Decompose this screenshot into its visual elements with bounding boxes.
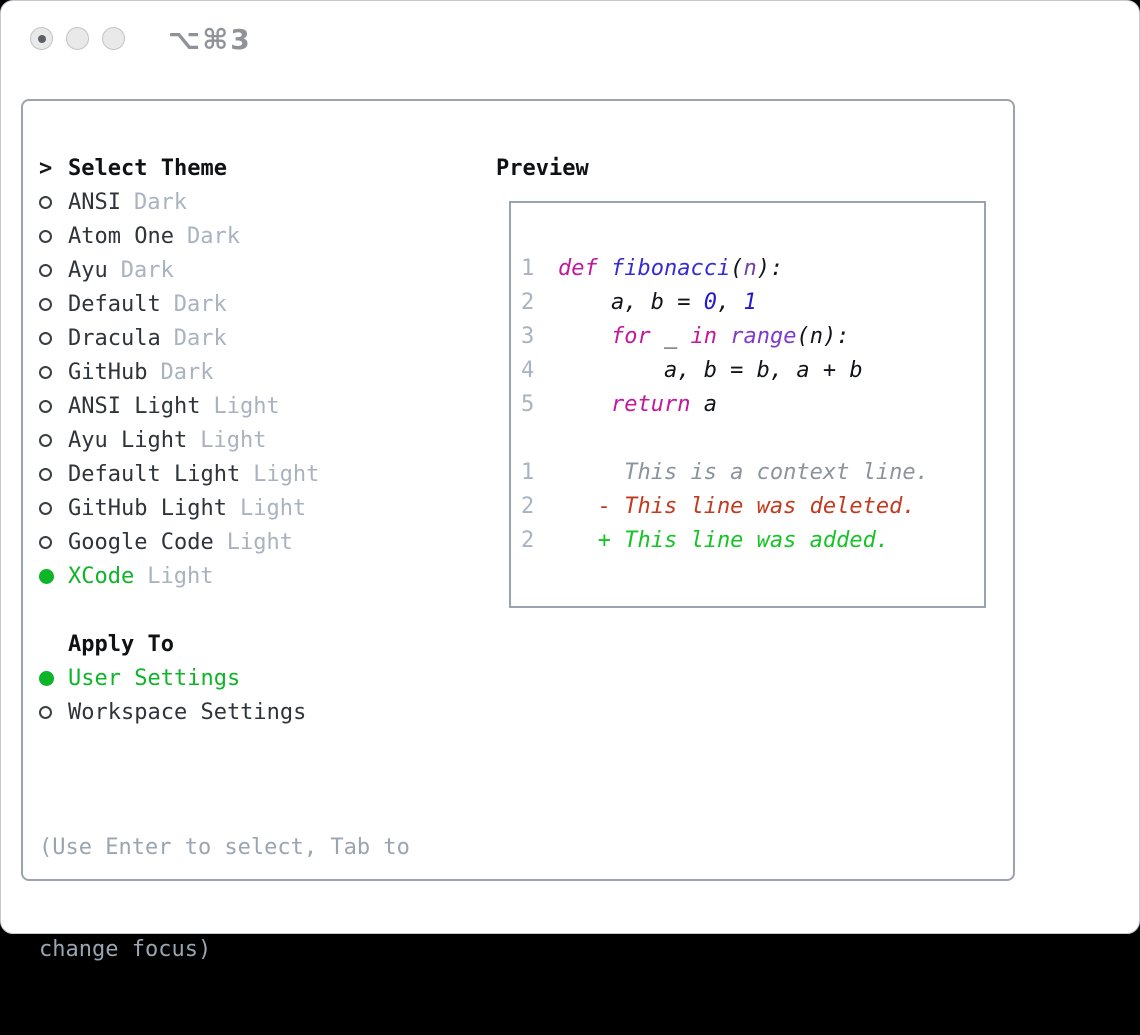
code-tokens: This is a context line. bbox=[558, 459, 929, 485]
preview-box bbox=[509, 201, 986, 608]
theme-item-label: Dracula bbox=[68, 325, 161, 351]
window-control-minimize-button[interactable] bbox=[66, 27, 89, 50]
code-tokens: a, b = 0, 1 bbox=[558, 289, 757, 315]
code-tokens: return a bbox=[610, 391, 717, 417]
radio-icon bbox=[39, 196, 52, 209]
radio-cell bbox=[39, 332, 68, 345]
theme-item-github-light[interactable] bbox=[39, 491, 479, 525]
radio-icon bbox=[39, 502, 52, 515]
code-line bbox=[521, 251, 984, 285]
theme-variant-label: Light bbox=[200, 427, 267, 453]
window-control-zoom-button[interactable] bbox=[102, 27, 125, 50]
theme-list-header bbox=[39, 151, 479, 185]
code-line bbox=[521, 421, 984, 455]
theme-selector bbox=[39, 151, 479, 1035]
radio-icon bbox=[39, 400, 52, 413]
code-line bbox=[521, 387, 984, 421]
radio-cell bbox=[39, 569, 68, 584]
code-preview bbox=[521, 251, 984, 557]
radio-cell bbox=[39, 366, 68, 379]
code-line bbox=[521, 455, 984, 489]
radio-cell bbox=[39, 536, 68, 549]
theme-variant-label: Dark bbox=[133, 189, 187, 215]
line-number: 1 bbox=[521, 459, 535, 485]
window-control-close-button[interactable] bbox=[30, 27, 53, 50]
theme-list bbox=[39, 151, 479, 593]
theme-item-label: ANSI Light bbox=[68, 393, 201, 419]
code-line bbox=[521, 353, 984, 387]
code-line bbox=[521, 319, 984, 353]
line-number: 3 bbox=[521, 323, 535, 349]
radio-cell bbox=[39, 706, 68, 719]
theme-item-label: ANSI bbox=[68, 189, 121, 215]
theme-item-google-code[interactable] bbox=[39, 525, 479, 559]
code-tokens: + This line was added. bbox=[558, 527, 890, 553]
theme-item-ansi-light[interactable] bbox=[39, 389, 479, 423]
preview-title: Preview bbox=[496, 155, 589, 181]
theme-item-github[interactable] bbox=[39, 355, 479, 389]
theme-variant-label: Dark bbox=[186, 223, 240, 249]
code-line bbox=[521, 489, 984, 523]
theme-variant-label: Light bbox=[239, 495, 307, 521]
radio-icon bbox=[39, 706, 52, 719]
code-tokens: def fibonacci(n): bbox=[558, 255, 784, 281]
theme-item-atom-one[interactable] bbox=[39, 219, 479, 253]
theme-variant-label: Dark bbox=[160, 359, 214, 385]
radio-cell bbox=[39, 671, 68, 686]
radio-cell bbox=[39, 230, 68, 243]
radio-selected-icon bbox=[39, 671, 54, 686]
theme-item-ayu[interactable] bbox=[39, 253, 479, 287]
apply-to-list bbox=[39, 661, 479, 729]
radio-cell bbox=[39, 468, 68, 481]
theme-item-ayu-light[interactable] bbox=[39, 423, 479, 457]
line-number: 4 bbox=[521, 357, 535, 383]
line-number: 2 bbox=[521, 493, 535, 519]
apply-to-header: Apply To bbox=[68, 631, 174, 657]
window-shortcut-label: ⌥⌘3 bbox=[168, 23, 252, 56]
help-line: change focus) bbox=[39, 937, 212, 962]
radio-icon bbox=[39, 332, 52, 345]
theme-item-default[interactable] bbox=[39, 287, 479, 321]
window-controls bbox=[30, 27, 138, 50]
code-tokens: - This line was deleted. bbox=[558, 493, 916, 519]
radio-icon bbox=[39, 230, 52, 243]
theme-item-label: Ayu bbox=[68, 257, 108, 283]
apply-option-workspace-settings[interactable] bbox=[39, 695, 479, 729]
apply-option-user-settings[interactable] bbox=[39, 661, 479, 695]
theme-item-dracula[interactable] bbox=[39, 321, 479, 355]
radio-cell bbox=[39, 298, 68, 311]
radio-cell bbox=[39, 196, 68, 209]
select-theme-title: Select Theme bbox=[68, 155, 227, 181]
theme-variant-label: Light bbox=[147, 563, 214, 589]
radio-icon bbox=[39, 434, 52, 447]
code-tokens: for _ in range(n): bbox=[610, 323, 850, 349]
radio-icon bbox=[39, 264, 52, 277]
theme-variant-label: Light bbox=[253, 461, 320, 487]
theme-item-xcode[interactable] bbox=[39, 559, 479, 593]
apply-option-label: User Settings bbox=[68, 665, 241, 691]
code-tokens: a, b = b, a + b bbox=[558, 357, 863, 383]
line-number: 2 bbox=[521, 527, 535, 553]
spacer bbox=[39, 593, 479, 627]
code-line bbox=[521, 523, 984, 557]
theme-item-label: XCode bbox=[68, 563, 135, 589]
radio-icon bbox=[39, 468, 52, 481]
theme-variant-label: Dark bbox=[173, 291, 227, 317]
active-window-dot-icon bbox=[38, 35, 46, 43]
radio-cell bbox=[39, 400, 68, 413]
radio-icon bbox=[39, 298, 52, 311]
radio-cell bbox=[39, 502, 68, 515]
theme-item-label: GitHub Light bbox=[68, 495, 227, 521]
radio-cell bbox=[39, 264, 68, 277]
spacer bbox=[39, 729, 479, 763]
line-number: 5 bbox=[521, 391, 535, 417]
theme-item-label: Ayu Light bbox=[68, 427, 188, 453]
code-line bbox=[521, 285, 984, 319]
radio-cell bbox=[39, 434, 68, 447]
help-line: (Use Enter to select, Tab to bbox=[39, 835, 410, 860]
theme-item-default-light[interactable] bbox=[39, 457, 479, 491]
theme-item-label: Default bbox=[68, 291, 161, 317]
theme-variant-label: Dark bbox=[173, 325, 227, 351]
theme-variant-label: Dark bbox=[120, 257, 174, 283]
line-number: 2 bbox=[521, 289, 535, 315]
radio-icon bbox=[39, 536, 52, 549]
theme-item-ansi[interactable] bbox=[39, 185, 479, 219]
theme-variant-label: Light bbox=[213, 393, 280, 419]
theme-item-label: Default Light bbox=[68, 461, 241, 487]
prompt-icon: > bbox=[39, 155, 53, 181]
theme-item-label: Atom One bbox=[68, 223, 174, 249]
apply-option-label: Workspace Settings bbox=[68, 699, 307, 725]
theme-item-label: GitHub bbox=[68, 359, 148, 385]
theme-item-label: Google Code bbox=[68, 529, 214, 555]
radio-selected-icon bbox=[39, 569, 54, 584]
radio-icon bbox=[39, 366, 52, 379]
help-text bbox=[39, 763, 479, 1035]
line-number: 1 bbox=[521, 255, 535, 281]
theme-variant-label: Light bbox=[226, 529, 293, 555]
main-panel bbox=[21, 99, 1015, 962]
